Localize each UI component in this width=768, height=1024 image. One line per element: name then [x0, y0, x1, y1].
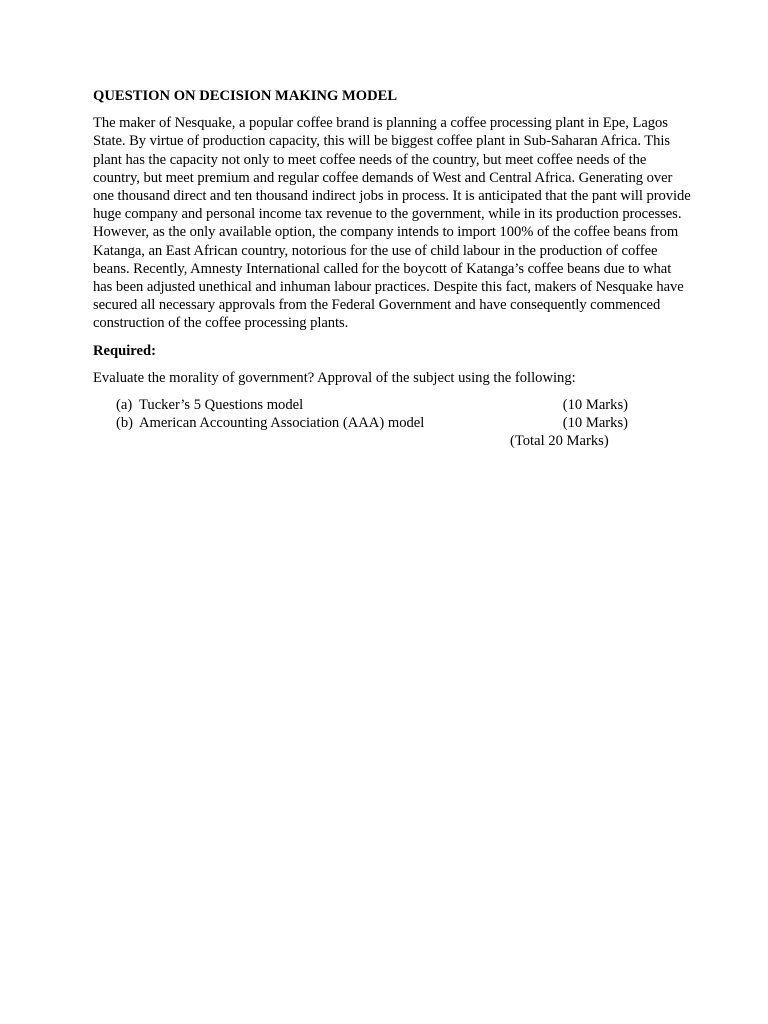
sub-question-marks: (10 Marks)	[562, 397, 628, 414]
question-body: The maker of Nesquake, a popular coffee brand is planning a coffee processing plant in Epe, Lagos State. By virtue of production capacity, this will be biggest coffee plant in Sub-Saharan Africa. This plant has the capacity not only to meet coffee needs of the country, but meet coffee needs of the country, but meet premium and regular coffee demands of West and Central Africa. Generating over one thousand direct and ten thousand indirect jobs in process. It is anticipated that the pant will provide huge company and personal income tax revenue to the government, while in its production processes. However, as the only available option, the company intends to import 100% of the coffee beans from Katanga, an East African country, notorious for the use of child labour in the production of coffee beans. Recently, Amnesty International called for the boycott of Katanga’s coffee beans due to what has been adjusted unethical and inhuman labour practices. Despite this fact, makers of Nesquake have secured all necessary approvals from the Federal Government and have consequently commenced construction of the coffee processing plants.	[93, 115, 691, 332]
question-title: QUESTION ON DECISION MAKING MODEL	[93, 88, 398, 104]
sub-question-a	[116, 396, 628, 414]
sub-question-list	[93, 396, 693, 452]
sub-question-marker: (a)	[116, 397, 133, 414]
required-label: Required:	[93, 342, 156, 359]
sub-question-marker: (b)	[116, 415, 134, 432]
sub-question-text: American Accounting Association (AAA) model	[139, 415, 425, 432]
sub-question-marks: (10 Marks)	[562, 415, 628, 432]
sub-question-b	[116, 414, 628, 432]
document-page	[93, 87, 693, 452]
question-instruction: Evaluate the morality of government? Approval of the subject using the following:	[93, 369, 576, 386]
total-marks: (Total 20 Marks)	[510, 433, 609, 450]
sub-question-text: Tucker’s 5 Questions model	[139, 397, 304, 414]
